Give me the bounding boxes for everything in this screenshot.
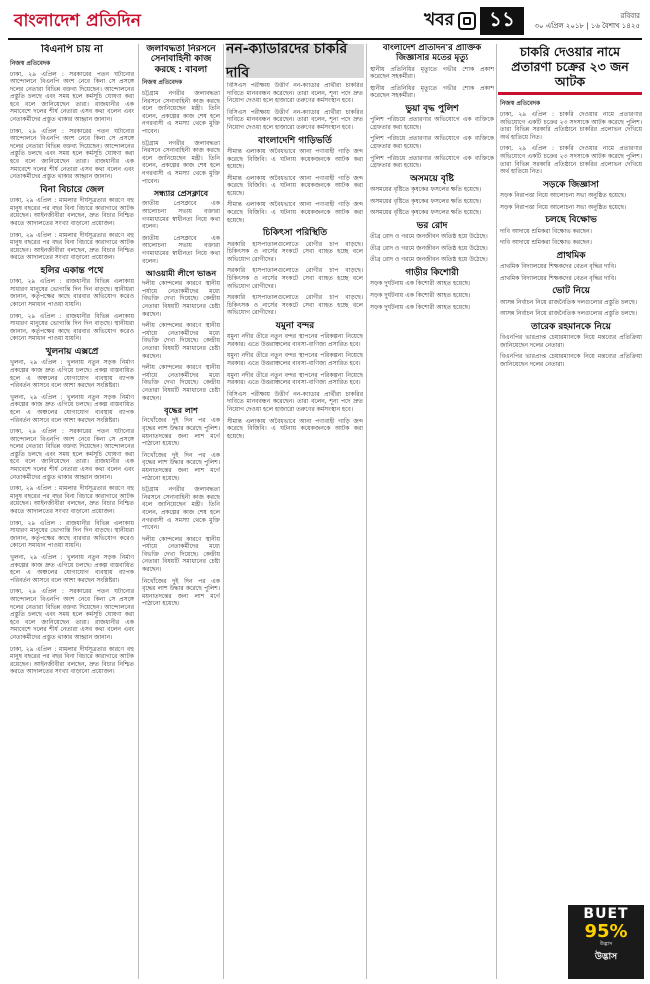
story-title: আওয়ামী লীগে ভাঙন bbox=[145, 269, 217, 279]
story-body: সীমান্ত এলাকায় অবৈধভাবে আনা পণ্যবাহী গাড়ি জব্দ করেছে বিজিবি। এ ঘটনায় কয়েকজনকে আটক করা হয়েছে। bbox=[227, 174, 363, 197]
story-body: ঢাকা, ২৯ এপ্রিল : মামলার দীর্ঘসূত্রতার কারণে বহু মানুষ বছরের পর বছর বিনা বিচারে কারাগারে আটক রয়েছেন। আইনজীবীরা বলছেন, দ্রুত বিচার নিশ্চিত করতে আদালতের সংখ্যা বাড়ানো প্রয়োজন। bbox=[10, 645, 134, 676]
story-body: নিখোঁজের দুই দিন পর এক বৃদ্ধের লাশ উদ্ধার করেছে পুলিশ। ময়নাতদন্তের জন্য লাশ মর্গে পাঠানো হয়েছে। bbox=[142, 451, 220, 482]
story-body: ঢাকা, ২৯ এপ্রিল : মামলার দীর্ঘসূত্রতার কারণে বহু মানুষ বছরের পর বছর বিনা বিচারে কারাগারে আটক রয়েছেন। আইনজীবীরা বলছেন, দ্রুত বিচার নিশ্চিত করতে আদালতের সংখ্যা বাড়ানো প্রয়োজন। bbox=[10, 231, 134, 262]
story-body: নিখোঁজের দুই দিন পর এক বৃদ্ধের লাশ উদ্ধার করেছে পুলিশ। ময়নাতদন্তের জন্য লাশ মর্গে পাঠানো হয়েছে। bbox=[142, 417, 220, 448]
story-body: দাবি আদায়ে শ্রমিকরা বিক্ষোভ করছেন। bbox=[500, 227, 592, 235]
story-body: বিএনপির ভারপ্রাপ্ত চেয়ারম্যানকে নিয়ে মন্তব্যের প্রতিক্রিয়া জানিয়েছেন দলের নেতারা। bbox=[500, 334, 642, 349]
story-body: যমুনা নদীর তীরে নতুন বন্দর স্থাপনের পরিকল্পনা নিয়েছে সরকার। এতে উত্তরাঞ্চলের ব্যবসা-বাণিজ্য প্রসারিত হবে। bbox=[227, 371, 363, 387]
column-2 bbox=[142, 44, 220, 979]
story-body: অসময়ের বৃষ্টিতে কৃষকের ফসলের ক্ষতি হয়েছে। bbox=[370, 186, 482, 194]
column-4 bbox=[370, 44, 494, 979]
page-header-right bbox=[424, 6, 640, 36]
day: রবিবার bbox=[620, 12, 640, 20]
story-title: চিকিৎসা পরিস্থিতি bbox=[262, 228, 328, 239]
column-divider bbox=[366, 44, 367, 979]
logo-icon bbox=[458, 12, 476, 30]
column-1 bbox=[10, 44, 134, 979]
byline: নিজস্ব প্রতিবেদক bbox=[142, 79, 183, 87]
story-body: সড়ক দুর্ঘটনায় এক কিশোরী আহত হয়েছে। bbox=[370, 280, 471, 288]
column-5 bbox=[500, 98, 642, 900]
story-body: দলীয় কোন্দলের কারণে স্থানীয় পর্যায়ে নেতাকর্মীদের মধ্যে বিভক্তি দেখা দিয়েছে। কেন্দ্রীয় নেতারা বিষয়টি সমাধানের চেষ্টা করছেন। bbox=[142, 322, 220, 360]
story-body: আসন্ন নির্বাচন নিয়ে রাজনৈতিক দলগুলোর প্রস্তুতি চলছে। bbox=[500, 298, 637, 306]
story-body: ঢাকা, ২৯ এপ্রিল : সরকারের পতন ঘটানোর আন্দোলনে বিএনপি অংশ নেবে কিনা সে প্রসঙ্গে দলের নেতারা বিভিন্ন বক্তব্য দিয়েছেন। আন্দোলনের প্রস্তুতি চলছে এবং সময় হলে কর্মসূচি ঘোষণা করা হবে বলে জানিয়েছেন তারা। রাজধানীর এক সমাবেশে দলের শীর্ষ নেতারা এসব কথা বলেন এবং নেতাকর্মীদের প্রস্তুত থাকার আহ্বান জানান। bbox=[10, 127, 134, 181]
story-body: ঢাকা, ২৯ এপ্রিল : সরকারের পতন ঘটানোর আন্দোলনে বিএনপি অংশ নেবে কিনা সে প্রসঙ্গে দলের নেতারা বিভিন্ন বক্তব্য দিয়েছেন। আন্দোলনের প্রস্তুতি চলছে এবং সময় হলে কর্মসূচি ঘোষণা করা হবে বলে জানিয়েছেন তারা। রাজধানীর এক সমাবেশে দলের শীর্ষ নেতারা এসব কথা বলেন এবং নেতাকর্মীদের প্রস্তুত থাকার আহ্বান জানান। bbox=[10, 70, 134, 124]
story-body: বিসিএস পরীক্ষায় উত্তীর্ণ নন-ক্যাডার প্রার্থীরা চাকরির দাবিতে মানববন্ধন করেছেন। তারা বলেন, শূন্য পদে দ্রুত নিয়োগ দেওয়া হলে হাজারো তরুণের কর্মসংস্থান হবে। bbox=[227, 82, 363, 105]
story-body: সড়ক দুর্ঘটনায় এক কিশোরী আহত হয়েছে। bbox=[370, 292, 471, 299]
story-title: বৃদ্ধের লাশ bbox=[164, 406, 198, 416]
story-body: যমুনা নদীর তীরে নতুন বন্দর স্থাপনের পরিকল্পনা নিয়েছে সরকার। এতে উত্তরাঞ্চলের ব্যবসা-বাণিজ্য প্রসারিত হবে। bbox=[227, 352, 363, 368]
advertisement bbox=[568, 905, 644, 979]
story-body: বিসিএস পরীক্ষায় উত্তীর্ণ নন-ক্যাডার প্রার্থীরা চাকরির দাবিতে মানববন্ধন করেছেন। তারা বলেন, শূন্য পদে দ্রুত নিয়োগ দেওয়া হলে হাজারো তরুণের কর্মসংস্থান হবে। bbox=[227, 390, 363, 414]
story-body: তীব্র রোদ ও গরমে জনজীবন অতিষ্ঠ হয়ে উঠেছে। bbox=[370, 233, 488, 241]
story-body: ঢাকা, ২৯ এপ্রিল : সরকারের পতন ঘটানোর আন্দোলনে বিএনপি অংশ নেবে কিনা সে প্রসঙ্গে দলের নেতারা বিভিন্ন বক্তব্য দিয়েছেন। আন্দোলনের প্রস্তুতি চলছে এবং সময় হলে কর্মসূচি ঘোষণা করা হবে বলে জানিয়েছেন তারা। রাজধানীর এক সমাবেশে দলের শীর্ষ নেতারা এসব কথা বলেন এবং নেতাকর্মীদের প্রস্তুত থাকার আহ্বান জানান। bbox=[10, 428, 134, 481]
banner-headline bbox=[226, 41, 364, 81]
story-body: স্থানীয় প্রতিনিধির মৃত্যুতে গভীর শোক প্রকাশ করেছেন সহকর্মীরা। bbox=[370, 84, 494, 100]
story-body: জাতীয় প্রেসক্লাবে এক আলোচনা সভায় বক্তারা গণমাধ্যমের স্বাধীনতা নিয়ে কথা বলেন। bbox=[142, 234, 220, 265]
story-title: চলছে বিক্ষোভ bbox=[545, 215, 597, 226]
ad-line-4: উদ্ভাস bbox=[594, 952, 618, 962]
story-body: তীব্র রোদ ও গরমে জনজীবন অতিষ্ঠ হয়ে উঠেছে। bbox=[370, 256, 488, 264]
story-body: সীমান্ত এলাকায় অবৈধভাবে আনা পণ্যবাহী গাড়ি জব্দ করেছে বিজিবি। এ ঘটনায় কয়েকজনকে আটক করা হয়েছে। bbox=[227, 201, 363, 224]
story-body: ঢাকা, ২৯ এপ্রিল : রাজধানীর বিভিন্ন এলাকায় সাধারণ মানুষের ভোগান্তি দিন দিন বাড়ছে। স্থানীয়রা জানান, কর্তৃপক্ষের কাছে বারবার অভিযোগ করেও কোনো সমাধান পাওয়া যায়নি। bbox=[10, 519, 134, 550]
story-body: দলীয় কোন্দলের কারণে স্থানীয় পর্যায়ে নেতাকর্মীদের মধ্যে বিভক্তি দেখা দিয়েছে। কেন্দ্রীয় নেতারা বিষয়টি সমাধানের চেষ্টা করছেন। bbox=[142, 364, 220, 402]
story-body: জাতীয় প্রেসক্লাবে এক আলোচনা সভায় বক্তারা গণমাধ্যমের স্বাধীনতা নিয়ে কথা বলেন। bbox=[142, 200, 220, 231]
ad-line-3: উদ্ভাস bbox=[599, 941, 613, 947]
story-body: ঢাকা, ২৯ এপ্রিল : রাজধানীর বিভিন্ন এলাকায় সাধারণ মানুষের ভোগান্তি দিন দিন বাড়ছে। স্থানীয়রা জানান, কর্তৃপক্ষের কাছে বারবার অভিযোগ করেও কোনো সমাধান পাওয়া যায়নি। bbox=[10, 278, 134, 309]
story-body: প্রাথমিক বিদ্যালয়ের শিক্ষকদের বেতন বৃদ্ধির দাবি। bbox=[500, 274, 617, 282]
masthead bbox=[8, 4, 642, 38]
story-body: দলীয় কোন্দলের কারণে স্থানীয় পর্যায়ে নেতাকর্মীদের মধ্যে বিভক্তি দেখা দিয়েছে। কেন্দ্রীয় নেতারা বিষয়টি সমাধানের চেষ্টা করছেন। bbox=[142, 535, 220, 574]
column-divider bbox=[138, 44, 139, 979]
story-body: অসময়ের বৃষ্টিতে কৃষকের ফসলের ক্ষতি হয়েছে। bbox=[370, 209, 482, 217]
story-body: ঢাকা, ২৯ এপ্রিল : মামলার দীর্ঘসূত্রতার কারণে বহু মানুষ বছরের পর বছর বিনা বিচারে কারাগারে আটক রয়েছেন। আইনজীবীরা বলছেন, দ্রুত বিচার নিশ্চিত করতে আদালতের সংখ্যা বাড়ানো প্রয়োজন। bbox=[10, 485, 134, 516]
story-body: দাবি আদায়ে শ্রমিকরা বিক্ষোভ করছেন। bbox=[500, 239, 592, 247]
story-body: পুলিশ পরিচয়ে প্রতারণার অভিযোগে এক ব্যক্তিকে গ্রেফতার করা হয়েছে। bbox=[370, 135, 494, 151]
story-body: দলীয় কোন্দলের কারণে স্থানীয় পর্যায়ে নেতাকর্মীদের মধ্যে বিভক্তি দেখা দিয়েছে। কেন্দ্রীয় নেতারা বিষয়টি সমাধানের চেষ্টা করছেন। bbox=[142, 280, 220, 318]
section-name: খবর bbox=[424, 10, 454, 30]
story-title: বিএনপি চায় না bbox=[41, 44, 103, 55]
story-title: প্রাথমিক bbox=[556, 250, 586, 261]
column-divider bbox=[223, 44, 224, 979]
story-title: ভর রোদ bbox=[416, 220, 448, 231]
story-body: তীব্র রোদ ও গরমে জনজীবন অতিষ্ঠ হয়ে উঠেছে। bbox=[370, 244, 488, 252]
story-body: সড়ক দুর্ঘটনায় এক কিশোরী আহত হয়েছে। bbox=[370, 303, 471, 311]
story-body: সরকারি হাসপাতালগুলোতে রোগীর চাপ বাড়ছে। চিকিৎসক ও নার্সের সংকটে সেবা ব্যাহত হচ্ছে বলে অভিযোগ রোগীদের। bbox=[227, 294, 363, 317]
story-title: গাড়ীর কিশোরী bbox=[405, 268, 459, 279]
date: ৩০ এপ্রিল ২০১৮ | ১৬ বৈশাখ ১৪২৫ bbox=[534, 22, 640, 30]
story-body: খুলনা, ২৯ এপ্রিল : খুলনায় নতুন সড়ক নির্মাণ প্রকল্পের কাজ দ্রুত এগিয়ে চলছে। প্রকল্প বাস্তবায়িত হলে এ অঞ্চলের যোগাযোগ ব্যবস্থায় ব্যাপক পরিবর্তন আসবে বলে আশা করছেন সংশ্লিষ্টরা। bbox=[10, 393, 134, 424]
byline: নিজস্ব প্রতিবেদক bbox=[10, 59, 51, 67]
story-body: সড়ক নিরাপত্তা নিয়ে আলোচনা সভা অনুষ্ঠিত হয়েছে। bbox=[500, 192, 627, 200]
story-body: বিসিএস পরীক্ষায় উত্তীর্ণ নন-ক্যাডার প্রার্থীরা চাকরির দাবিতে মানববন্ধন করেছেন। তারা বলেন, শূন্য পদে দ্রুত নিয়োগ দেওয়া হলে হাজারো তরুণের কর্মসংস্থান হবে। bbox=[227, 108, 363, 131]
story-title: সন্ধ্যার প্রেসক্লাবে bbox=[153, 189, 209, 199]
story-title: বাংলাদেশি গাড়িভর্তি bbox=[258, 135, 332, 146]
story-body: সড়ক নিরাপত্তা নিয়ে আলোচনা সভা অনুষ্ঠিত হয়েছে। bbox=[500, 203, 627, 211]
story-body: আসন্ন নির্বাচন নিয়ে রাজনৈতিক দলগুলোর প্রস্তুতি চলছে। bbox=[500, 310, 637, 318]
story-body: চট্টগ্রাম নগরীর জলাবদ্ধতা নিরসনে সেনাবাহিনী কাজ করছে বলে জানিয়েছেন মন্ত্রী। তিনি বলেন, প্রকল্পের কাজ শেষ হলে নগরবাসী এ সমস্যা থেকে মুক্তি পাবেন। bbox=[142, 90, 220, 135]
lead-headline: চাকরি দেওয়ার নামে প্রতারণা চক্রের ২৩ জন আটক bbox=[511, 44, 629, 89]
headline-rule bbox=[498, 92, 642, 95]
story-body: সীমান্ত এলাকায় অবৈধভাবে আনা পণ্যবাহী গাড়ি জব্দ করেছে বিজিবি। এ ঘটনায় কয়েকজনকে আটক করা হয়েছে। bbox=[227, 147, 363, 171]
story-body: নিখোঁজের দুই দিন পর এক বৃদ্ধের লাশ উদ্ধার করেছে পুলিশ। ময়নাতদন্তের জন্য লাশ মর্গে পাঠানো হয়েছে। bbox=[142, 577, 220, 608]
story-body: পুলিশ পরিচয়ে প্রতারণার অভিযোগে এক ব্যক্তিকে গ্রেফতার করা হয়েছে। bbox=[370, 154, 494, 170]
story-body: খুলনা, ২৯ এপ্রিল : খুলনায় নতুন সড়ক নির্মাণ প্রকল্পের কাজ দ্রুত এগিয়ে চলছে। প্রকল্প বাস্তবায়িত হলে এ অঞ্চলের যোগাযোগ ব্যবস্থায় ব্যাপক পরিবর্তন আসবে বলে আশা করছেন সংশ্লিষ্টরা। bbox=[10, 359, 134, 390]
story-body: ঢাকা, ২৯ এপ্রিল : সরকারের পতন ঘটানোর আন্দোলনে বিএনপি অংশ নেবে কিনা সে প্রসঙ্গে দলের নেতারা বিভিন্ন বক্তব্য দিয়েছেন। আন্দোলনের প্রস্তুতি চলছে এবং সময় হলে কর্মসূচি ঘোষণা করা হবে বলে জানিয়েছেন তারা। রাজধানীর এক সমাবেশে দলের শীর্ষ নেতারা এসব কথা বলেন এবং নেতাকর্মীদের প্রস্তুত থাকার আহ্বান জানান। bbox=[10, 588, 134, 641]
ad-line-1: BUET bbox=[583, 906, 629, 922]
story-body: স্থানীয় প্রতিনিধির মৃত্যুতে গভীর শোক প্রকাশ করেছেন সহকর্মীরা। bbox=[370, 65, 494, 81]
banner-text: নন-ক্যাডারদের চাকরি দাবি bbox=[226, 41, 348, 81]
story-body: অসময়ের বৃষ্টিতে কৃষকের ফসলের ক্ষতি হয়েছে। bbox=[370, 197, 482, 205]
byline: নিজস্ব প্রতিবেদক bbox=[500, 100, 541, 107]
date-block bbox=[530, 11, 640, 31]
ad-line-2: 95% bbox=[584, 921, 628, 942]
story-title: তারেক রহমানকে নিয়ে bbox=[531, 321, 611, 332]
column-3 bbox=[227, 82, 363, 979]
story-title: সড়কে জিজ্ঞাসা bbox=[543, 179, 599, 190]
story-title: অসময়ে বৃষ্টি bbox=[410, 173, 454, 184]
story-body: সরকারি হাসপাতালগুলোতে রোগীর চাপ বাড়ছে। চিকিৎসক ও নার্সের সংকটে সেবা ব্যাহত হচ্ছে বলে অভিযোগ রোগীদের। bbox=[227, 267, 363, 290]
story-title: যমুনা বন্দর bbox=[275, 320, 315, 331]
story-body: সরকারি হাসপাতালগুলোতে রোগীর চাপ বাড়ছে। চিকিৎসক ও নার্সের সংকটে সেবা ব্যাহত হচ্ছে বলে অভিযোগ রোগীদের। bbox=[227, 240, 363, 263]
story-body: ঢাকা, ২৯ এপ্রিল : চাকরি দেওয়ার নামে প্রতারণার অভিযোগে একটি চক্রের ২৩ সদস্যকে আটক করেছে পুলিশ। তারা বিভিন্ন সরকারি প্রতিষ্ঠানে চাকরির প্রলোভন দেখিয়ে অর্থ হাতিয়ে নিত। bbox=[500, 145, 642, 176]
story-body: চট্টগ্রাম নগরীর জলাবদ্ধতা নিরসনে সেনাবাহিনী কাজ করছে বলে জানিয়েছেন মন্ত্রী। তিনি বলেন, প্রকল্পের কাজ শেষ হলে নগরবাসী এ সমস্যা থেকে মুক্তি পাবেন। bbox=[142, 139, 220, 185]
story-title: ভুয়া বৃদ্ধ পুলিশ bbox=[405, 103, 459, 114]
lead-headline-box bbox=[498, 44, 642, 88]
story-body: প্রাথমিক বিদ্যালয়ের শিক্ষকদের বেতন বৃদ্ধির দাবি। bbox=[500, 263, 617, 271]
story-body: বিএনপির ভারপ্রাপ্ত চেয়ারম্যানকে নিয়ে মন্তব্যের প্রতিক্রিয়া জানিয়েছেন দলের নেতারা। bbox=[500, 353, 642, 368]
story-title: ভোট নিয়ে bbox=[552, 286, 590, 297]
story-body: ঢাকা, ২৯ এপ্রিল : মামলার দীর্ঘসূত্রতার কারণে বহু মানুষ বছরের পর বছর বিনা বিচারে কারাগারে আটক রয়েছেন। আইনজীবীরা বলছেন, দ্রুত বিচার নিশ্চিত করতে আদালতের সংখ্যা বাড়ানো প্রয়োজন। bbox=[10, 197, 134, 227]
story-body: যমুনা নদীর তীরে নতুন বন্দর স্থাপনের পরিকল্পনা নিয়েছে সরকার। এতে উত্তরাঞ্চলের ব্যবসা-বাণিজ্য প্রসারিত হবে। bbox=[227, 333, 363, 348]
story-title: বিনা বিচারে জেল bbox=[40, 184, 104, 195]
story-title: হলির একান্ত পথে bbox=[40, 265, 104, 276]
story-body: চট্টগ্রাম নগরীর জলাবদ্ধতা নিরসনে সেনাবাহিনী কাজ করছে বলে জানিয়েছেন মন্ত্রী। তিনি বলেন, প্রকল্পের কাজ শেষ হলে নগরবাসী এ সমস্যা থেকে মুক্তি পাবেন। bbox=[142, 486, 220, 532]
paper-name: বাংলাদেশ প্রতিদিন bbox=[14, 11, 142, 31]
story-body: ঢাকা, ২৯ এপ্রিল : চাকরি দেওয়ার নামে প্রতারণার অভিযোগে একটি চক্রের ২৩ সদস্যকে আটক করেছে পুলিশ। তারা বিভিন্ন সরকারি প্রতিষ্ঠানে চাকরির প্রলোভন দেখিয়ে অর্থ হাতিয়ে নিত। bbox=[500, 111, 642, 141]
column-divider bbox=[496, 44, 497, 979]
story-title: জলাবদ্ধতা নিরসনে সেনাবাহিনী কাজ করছে : বাবলা bbox=[146, 44, 216, 75]
story-body: ঢাকা, ২৯ এপ্রিল : রাজধানীর বিভিন্ন এলাকায় সাধারণ মানুষের ভোগান্তি দিন দিন বাড়ছে। স্থানীয়রা জানান, কর্তৃপক্ষের কাছে বারবার অভিযোগ করেও কোনো সমাধান পাওয়া যায়নি। bbox=[10, 312, 134, 343]
story-body: সীমান্ত এলাকায় অবৈধভাবে আনা পণ্যবাহী গাড়ি জব্দ করেছে বিজিবি। এ ঘটনায় কয়েকজনকে আটক করা হয়েছে। bbox=[227, 417, 363, 440]
story-body: খুলনা, ২৯ এপ্রিল : খুলনায় নতুন সড়ক নির্মাণ প্রকল্পের কাজ দ্রুত এগিয়ে চলছে। প্রকল্প বাস্তবায়িত হলে এ অঞ্চলের যোগাযোগ ব্যবস্থায় ব্যাপক পরিবর্তন আসবে বলে আশা করছেন সংশ্লিষ্টরা। bbox=[10, 554, 134, 584]
story-title: বাংলাদেশ প্রতিদিন'র প্রাক্তিক জিজ্ঞাসার মতের মৃত্যু bbox=[382, 44, 482, 63]
story-title: খুলনায় এক্সপ্রে bbox=[45, 347, 99, 357]
story-body: পুলিশ পরিচয়ে প্রতারণার অভিযোগে এক ব্যক্তিকে গ্রেফতার করা হয়েছে। bbox=[370, 116, 494, 131]
page-number: ১১ bbox=[480, 7, 524, 35]
